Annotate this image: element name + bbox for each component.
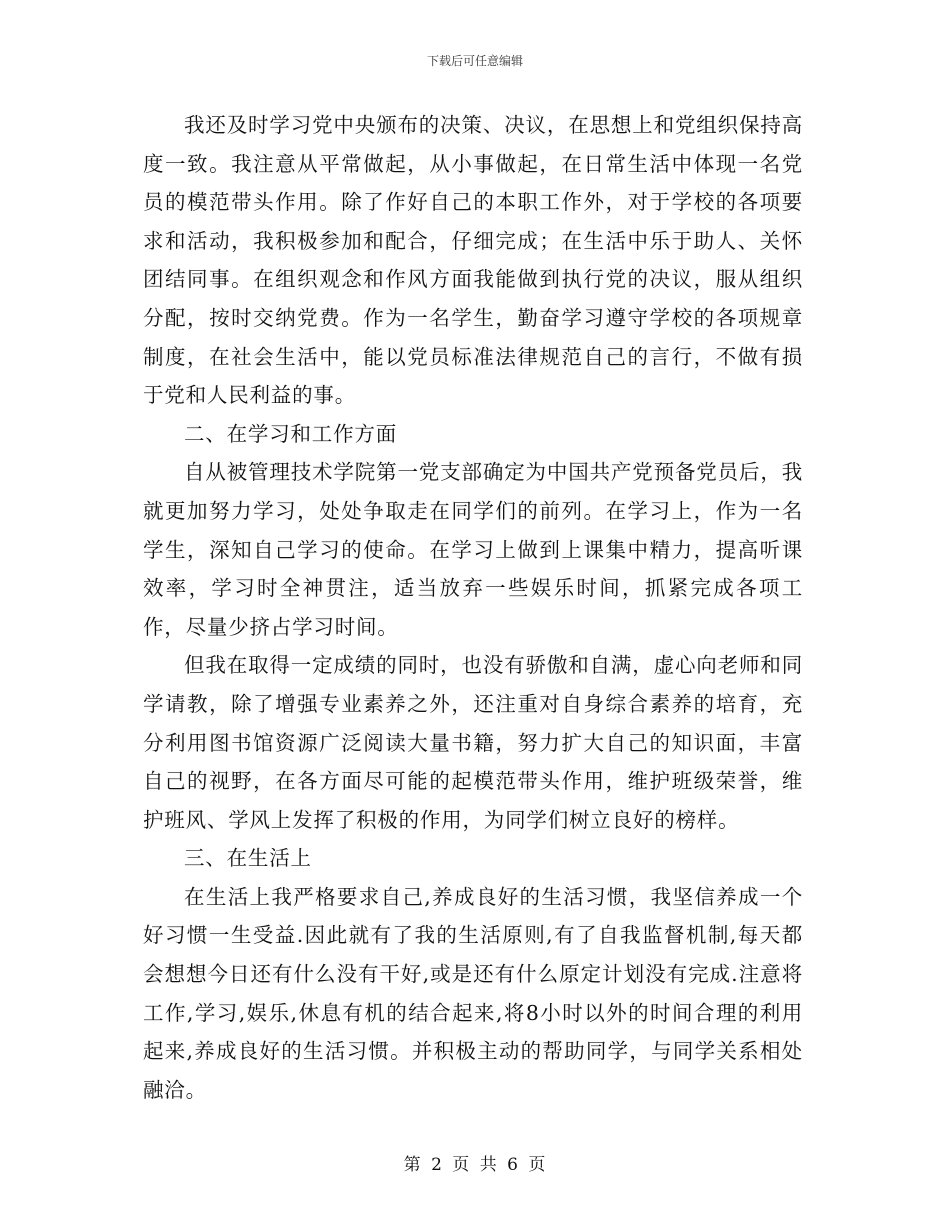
document-body [143, 106, 803, 1109]
paragraph-life: 在生活上我严格要求自己,养成良好的生活习惯，我坚信养成一个好习惯一生受益.因此就有了我的生活原则,有了自我监督机制,每天都会想想今日还有什么没有干好,或是还有什么原定计划没有完成.注意将工作,学习,娱乐,休息有机的结合起来,将8小时以外的时间合理的利用起来,养成良好的生活习惯。并积极主动的帮助同学，与同学关系相处融洽。 [143, 884, 803, 1102]
paragraph-study: 自从被管理技术学院第一党支部确定为中国共产党预备党员后，我就更加努力学习，处处争取走在同学们的前列。在学习上，作为一名学生，深知自己学习的使命。在学习上做到上课集中精力，提高听课效率，学习时全神贯注，适当放弃一些娱乐时间，抓紧完成各项工作，尽量少挤占学习时间。 [143, 460, 803, 639]
paragraph-party-conduct: 我还及时学习党中央颁布的决策、决议，在思想上和党组织保持高度一致。我注意从平常做起，从小事做起，在日常生活中体现一名党员的模范带头作用。除了作好自己的本职工作外，对于学校的各项要求和活动，我积极参加和配合，仔细完成；在生活中乐于助人、关怀团结同事。在组织观念和作风方面我能做到执行党的决议，服从组织分配，按时交纳党费。作为一名学生，勤奋学习遵守学校的各项规章制度，在社会生活中，能以党员标准法律规范自己的言行，不做有损于党和人民利益的事。 [143, 113, 803, 408]
section-heading-life: 三、在生活上 [184, 846, 312, 871]
paragraph-achievements: 但我在取得一定成绩的同时，也没有骄傲和自满，虚心向老师和同学请教，除了增强专业素养之外，还注重对自身综合素养的培育，充分利用图书馆资源广泛阅读大量书籍，努力扩大自己的知识面，丰富自己的视野，在各方面尽可能的起模范带头作用，维护班级荣誉，维护班风、学风上发挥了积极的作用，为同学们树立良好的榜样。 [143, 653, 803, 832]
page-footer: 第 2 页 共 6 页 [403, 1155, 547, 1175]
section-heading-study-work: 二、在学习和工作方面 [184, 421, 397, 446]
page-header: 下载后可任意编辑 [426, 54, 523, 68]
